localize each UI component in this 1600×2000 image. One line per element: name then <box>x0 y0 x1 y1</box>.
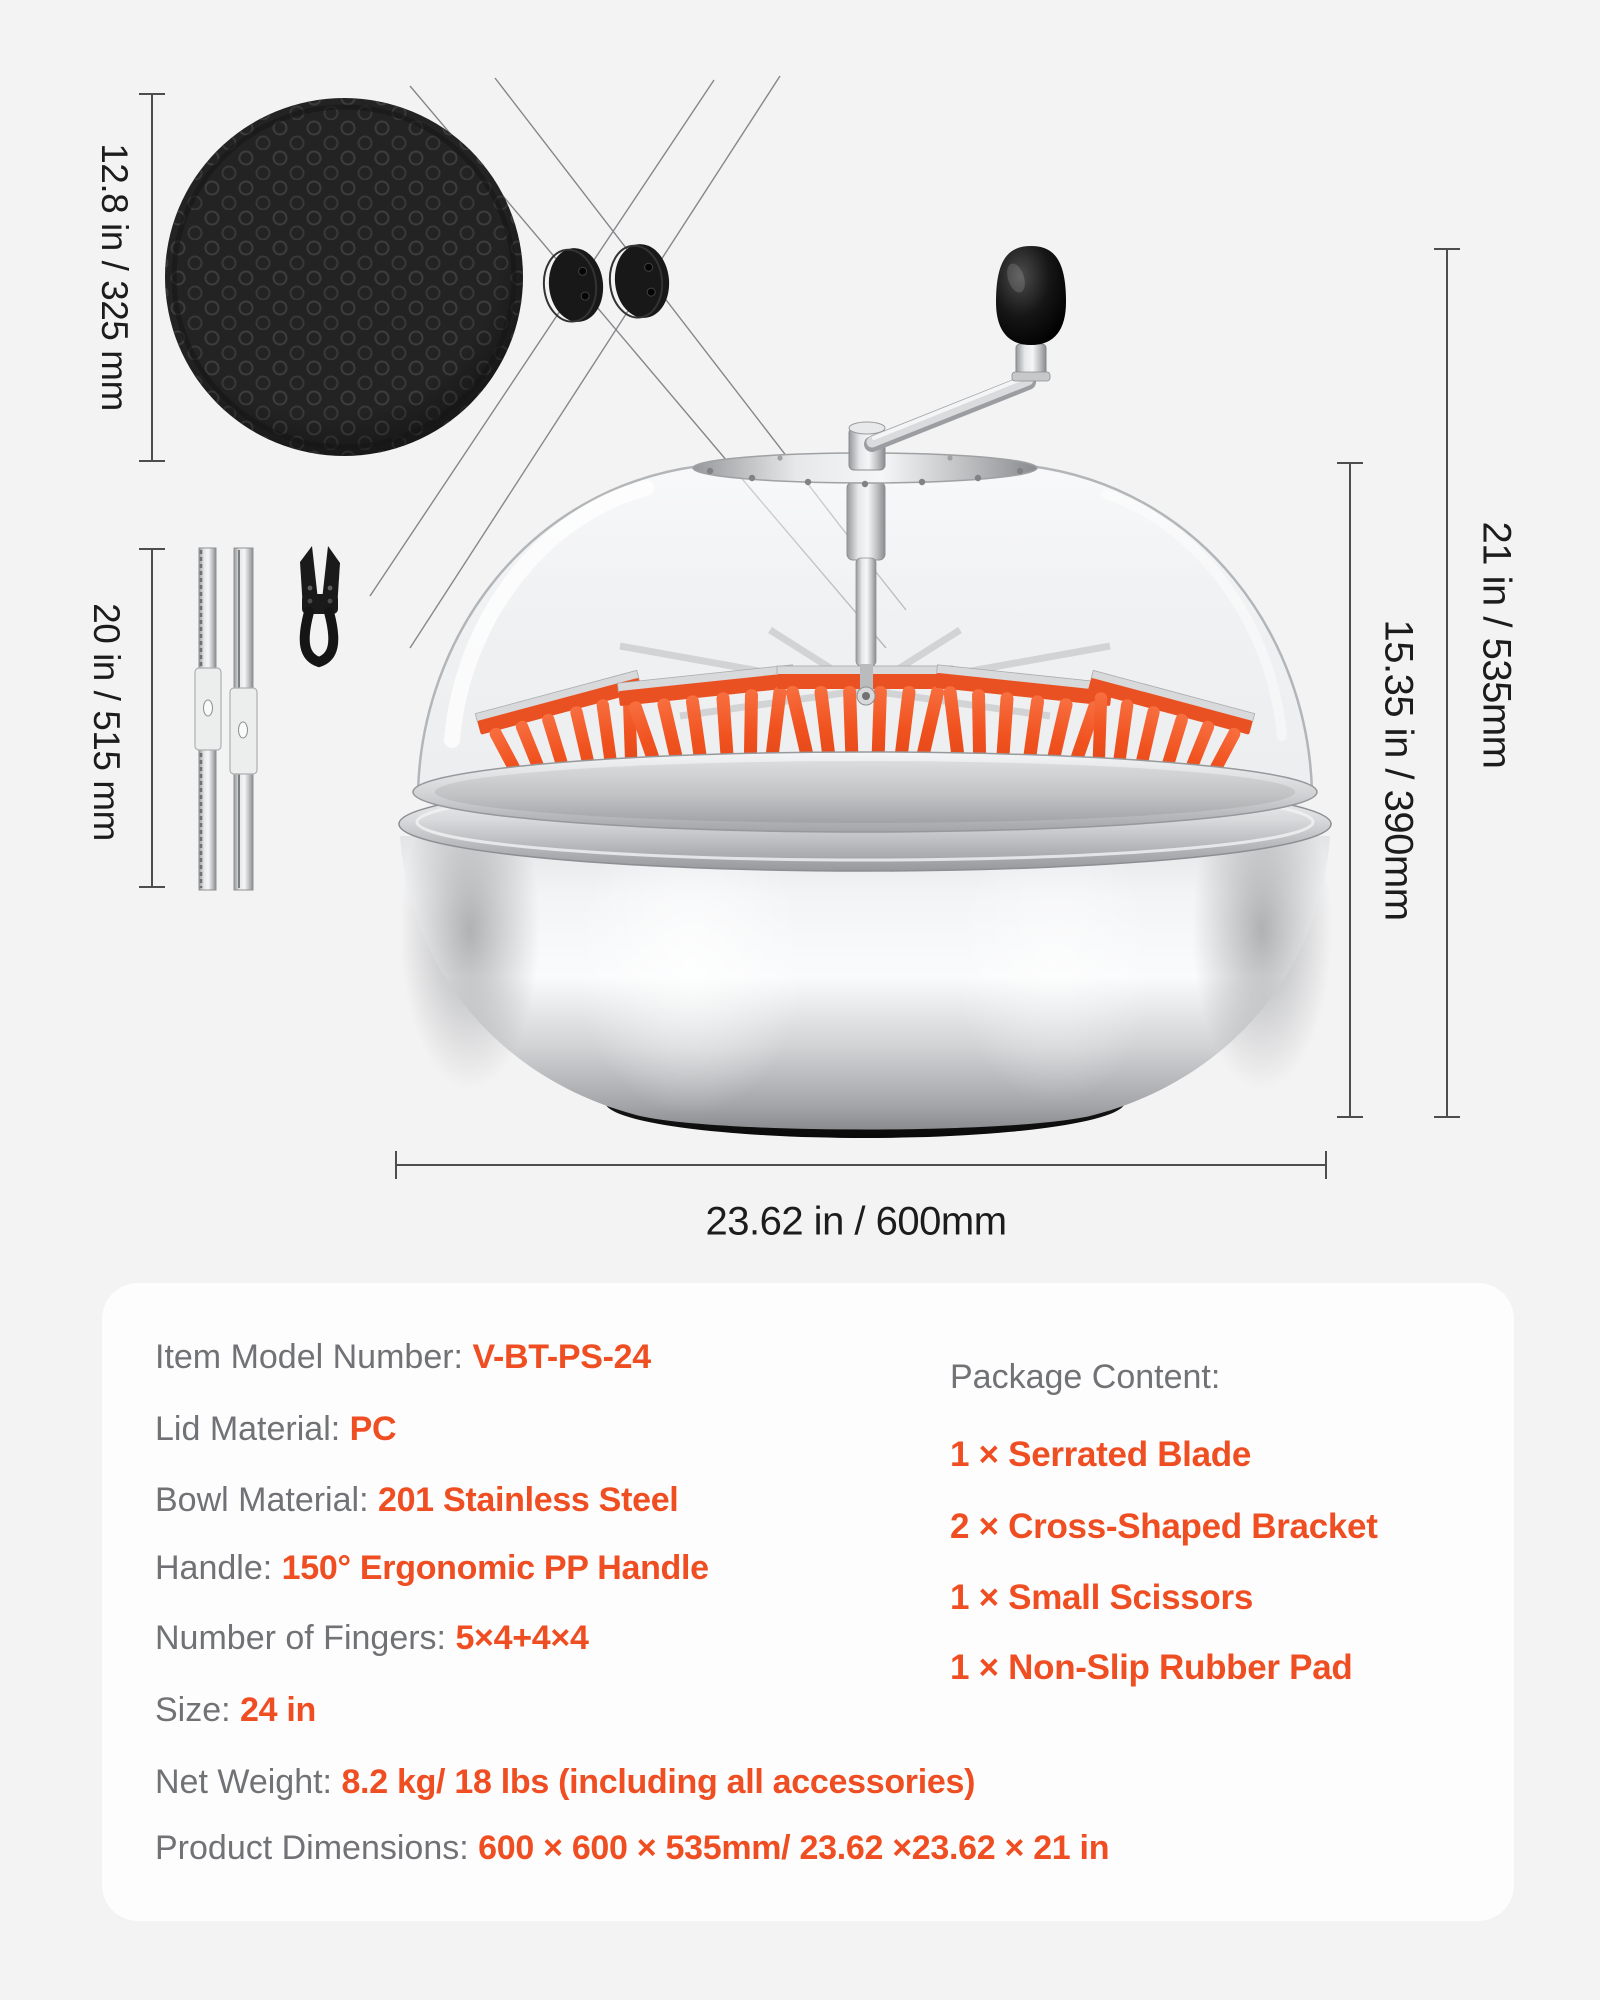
dim-line-pad <box>151 93 153 462</box>
spec-label: Lid Material: <box>155 1410 350 1448</box>
spec-label: Handle: <box>155 1549 282 1587</box>
rubber-pad <box>165 98 523 456</box>
spec-value: 150° Ergonomic PP Handle <box>281 1549 709 1587</box>
spec-row-model <box>155 1333 651 1381</box>
flat-blade <box>230 548 257 890</box>
dim-label-pad: 12.8 in / 325 mm <box>94 143 135 411</box>
spec-label: Number of Fingers: <box>155 1619 456 1657</box>
package-content-header: Package Content: <box>950 1358 1221 1396</box>
spec-row-product-dimensions <box>155 1824 1109 1872</box>
spec-label: Item Model Number: <box>155 1338 473 1376</box>
crank-knob <box>996 246 1066 345</box>
spec-row-lid-material <box>155 1405 396 1453</box>
package-item-rubber-pad: 1 × Non-Slip Rubber Pad <box>950 1648 1353 1687</box>
spec-row-handle <box>155 1544 709 1592</box>
spec-row-net-weight <box>155 1758 975 1806</box>
dim-line-width <box>395 1164 1327 1166</box>
crank-handle <box>849 246 1066 470</box>
spec-value: 201 Stainless Steel <box>377 1481 679 1519</box>
spec-label: Bowl Material: <box>155 1481 378 1519</box>
dim-label-bowl-height: 15.35 in / 390mm <box>1376 619 1421 921</box>
package-item-scissors: 1 × Small Scissors <box>950 1578 1253 1617</box>
spec-value: 5×4+4×4 <box>455 1619 589 1657</box>
small-scissors <box>300 546 340 662</box>
serrated-blade <box>195 548 221 890</box>
bracket-disc-left <box>540 245 606 325</box>
bracket-disc-right <box>606 241 672 321</box>
package-item-bracket: 2 × Cross-Shaped Bracket <box>950 1507 1378 1546</box>
spec-label: Size: <box>155 1691 241 1729</box>
dim-line-total-height <box>1446 248 1448 1118</box>
spec-row-bowl-material <box>155 1476 678 1524</box>
trimmer-machine <box>399 246 1332 1138</box>
spec-row-fingers <box>155 1614 589 1662</box>
dim-label-total-height: 21 in / 535mm <box>1474 521 1519 769</box>
spec-row-size <box>155 1686 316 1734</box>
dim-line-bowl-height <box>1349 462 1351 1118</box>
spec-label: Net Weight: <box>155 1763 342 1801</box>
spec-value: 8.2 kg/ 18 lbs (including all accessories) <box>341 1763 976 1801</box>
spec-value: 600 × 600 × 535mm/ 23.62 ×23.62 × 21 in <box>478 1829 1110 1867</box>
package-item-serrated-blade: 1 × Serrated Blade <box>950 1435 1252 1474</box>
spec-value: V-BT-PS-24 <box>472 1338 651 1376</box>
spec-label: Product Dimensions: <box>155 1829 479 1867</box>
dim-label-width: 23.62 in / 600mm <box>705 1199 1007 1244</box>
spec-card <box>102 1283 1514 1921</box>
spec-value: PC <box>349 1410 397 1448</box>
dim-line-blade <box>151 548 153 888</box>
dim-label-blade: 20 in / 515 mm <box>86 603 127 841</box>
spec-value: 24 in <box>240 1691 317 1729</box>
